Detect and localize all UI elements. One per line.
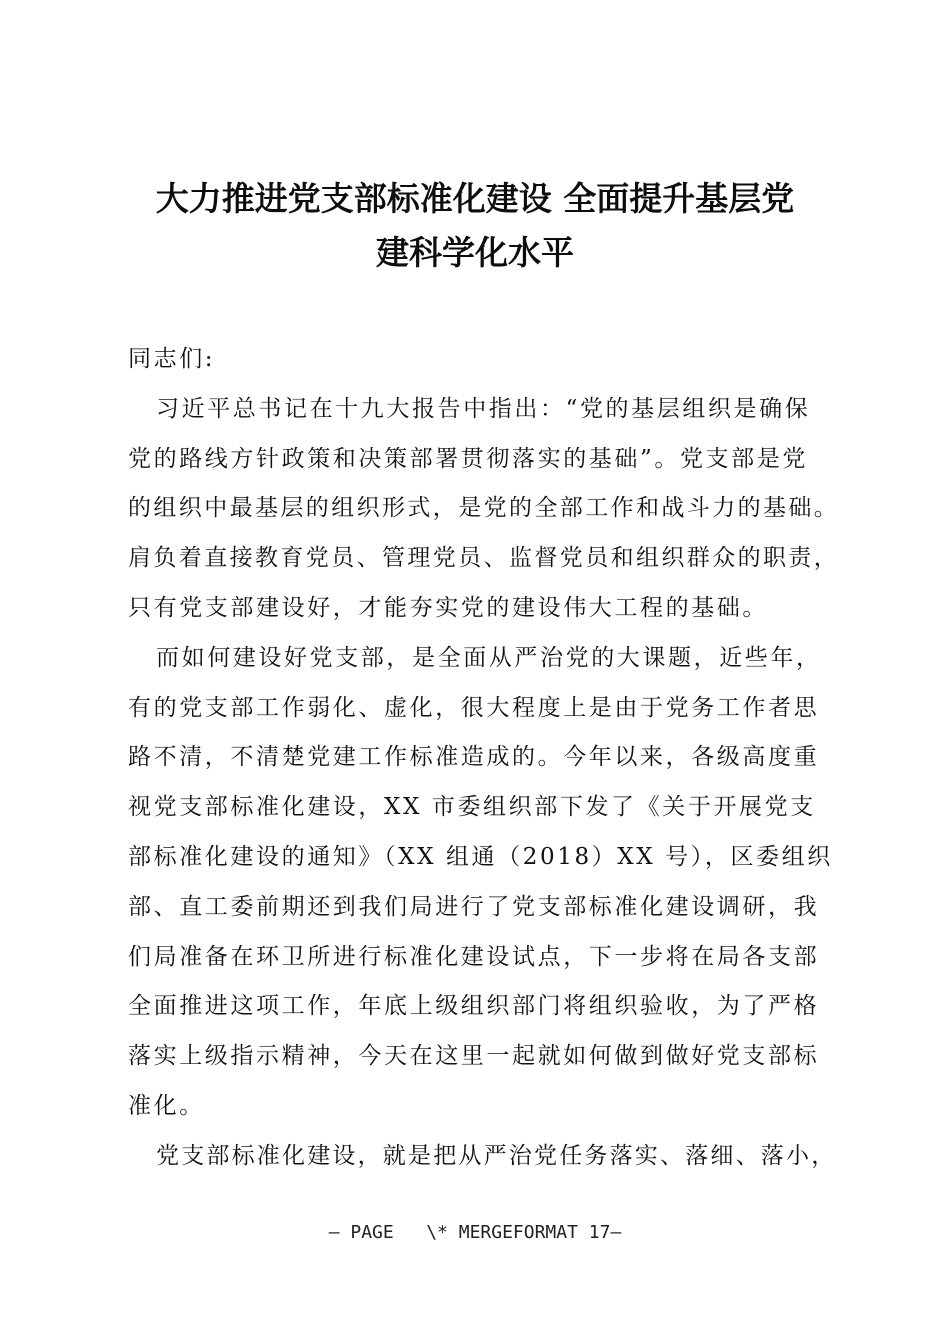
paragraph-2-line-3: 路不清，不清楚党建工作标准造成的。今年以来，各级高度重 [128,744,820,771]
paragraph-1-line-3: 的组织中最基层的组织形式，是党的全部工作和战斗力的基础。 [128,495,840,522]
title-line-2: 建科学化水平 [376,233,574,272]
paragraph-1-line-2: 党的路线方针政策和决策部署贯彻落实的基础”。党支部是党 [128,445,808,472]
paragraph-2-line-5: 部标准化建设的通知》（XX 组通（2018）XX 号），区委组织 [128,843,833,870]
document-title [120,172,830,280]
paragraph-2-line-1: 而如何建设好党支部，是全面从严治党的大课题，近些年， [156,644,822,671]
paragraph-2-line-2: 有的党支部工作弱化、虚化，很大程度上是由于党务工作者思 [128,694,820,721]
paragraph-1-line-1: 习近平总书记在十九大报告中指出：“党的基层组织是确保 [156,395,811,422]
paragraph-2-line-9: 落实上级指示精神，今天在这里一起就如何做到做好党支部标 [128,1043,820,1070]
paragraph-2-line-7: 们局准备在环卫所进行标准化建设试点，下一步将在局各支部 [128,943,820,970]
document-body [128,335,840,1182]
paragraph-2-line-6: 部、直工委前期还到我们局进行了党支部标准化建设调研，我 [128,893,820,920]
paragraph-2-line-4: 视党支部标准化建设，XX 市委组织部下发了《关于开展党支 [128,794,816,821]
paragraph-2-line-8: 全面推进这项工作，年底上级组织部门将组织验收，为了严格 [128,993,820,1020]
paragraph-3-line-1: 党支部标准化建设，就是把从严治党任务落实、落细、落小， [156,1142,837,1169]
paragraph-1-line-5: 只有党支部建设好，才能夯实党的建设伟大工程的基础。 [128,594,768,621]
salutation: 同志们: [128,346,216,372]
page-footer: — PAGE \* MERGEFORMAT 17— [328,1222,622,1243]
title-line-1: 大力推进党支部标准化建设 全面提升基层党 [155,179,795,218]
paragraph-2-line-10: 准化。 [128,1092,205,1119]
paragraph-1-line-4: 肩负着直接教育党员、管理党员、监督党员和组织群众的职责， [128,545,840,572]
